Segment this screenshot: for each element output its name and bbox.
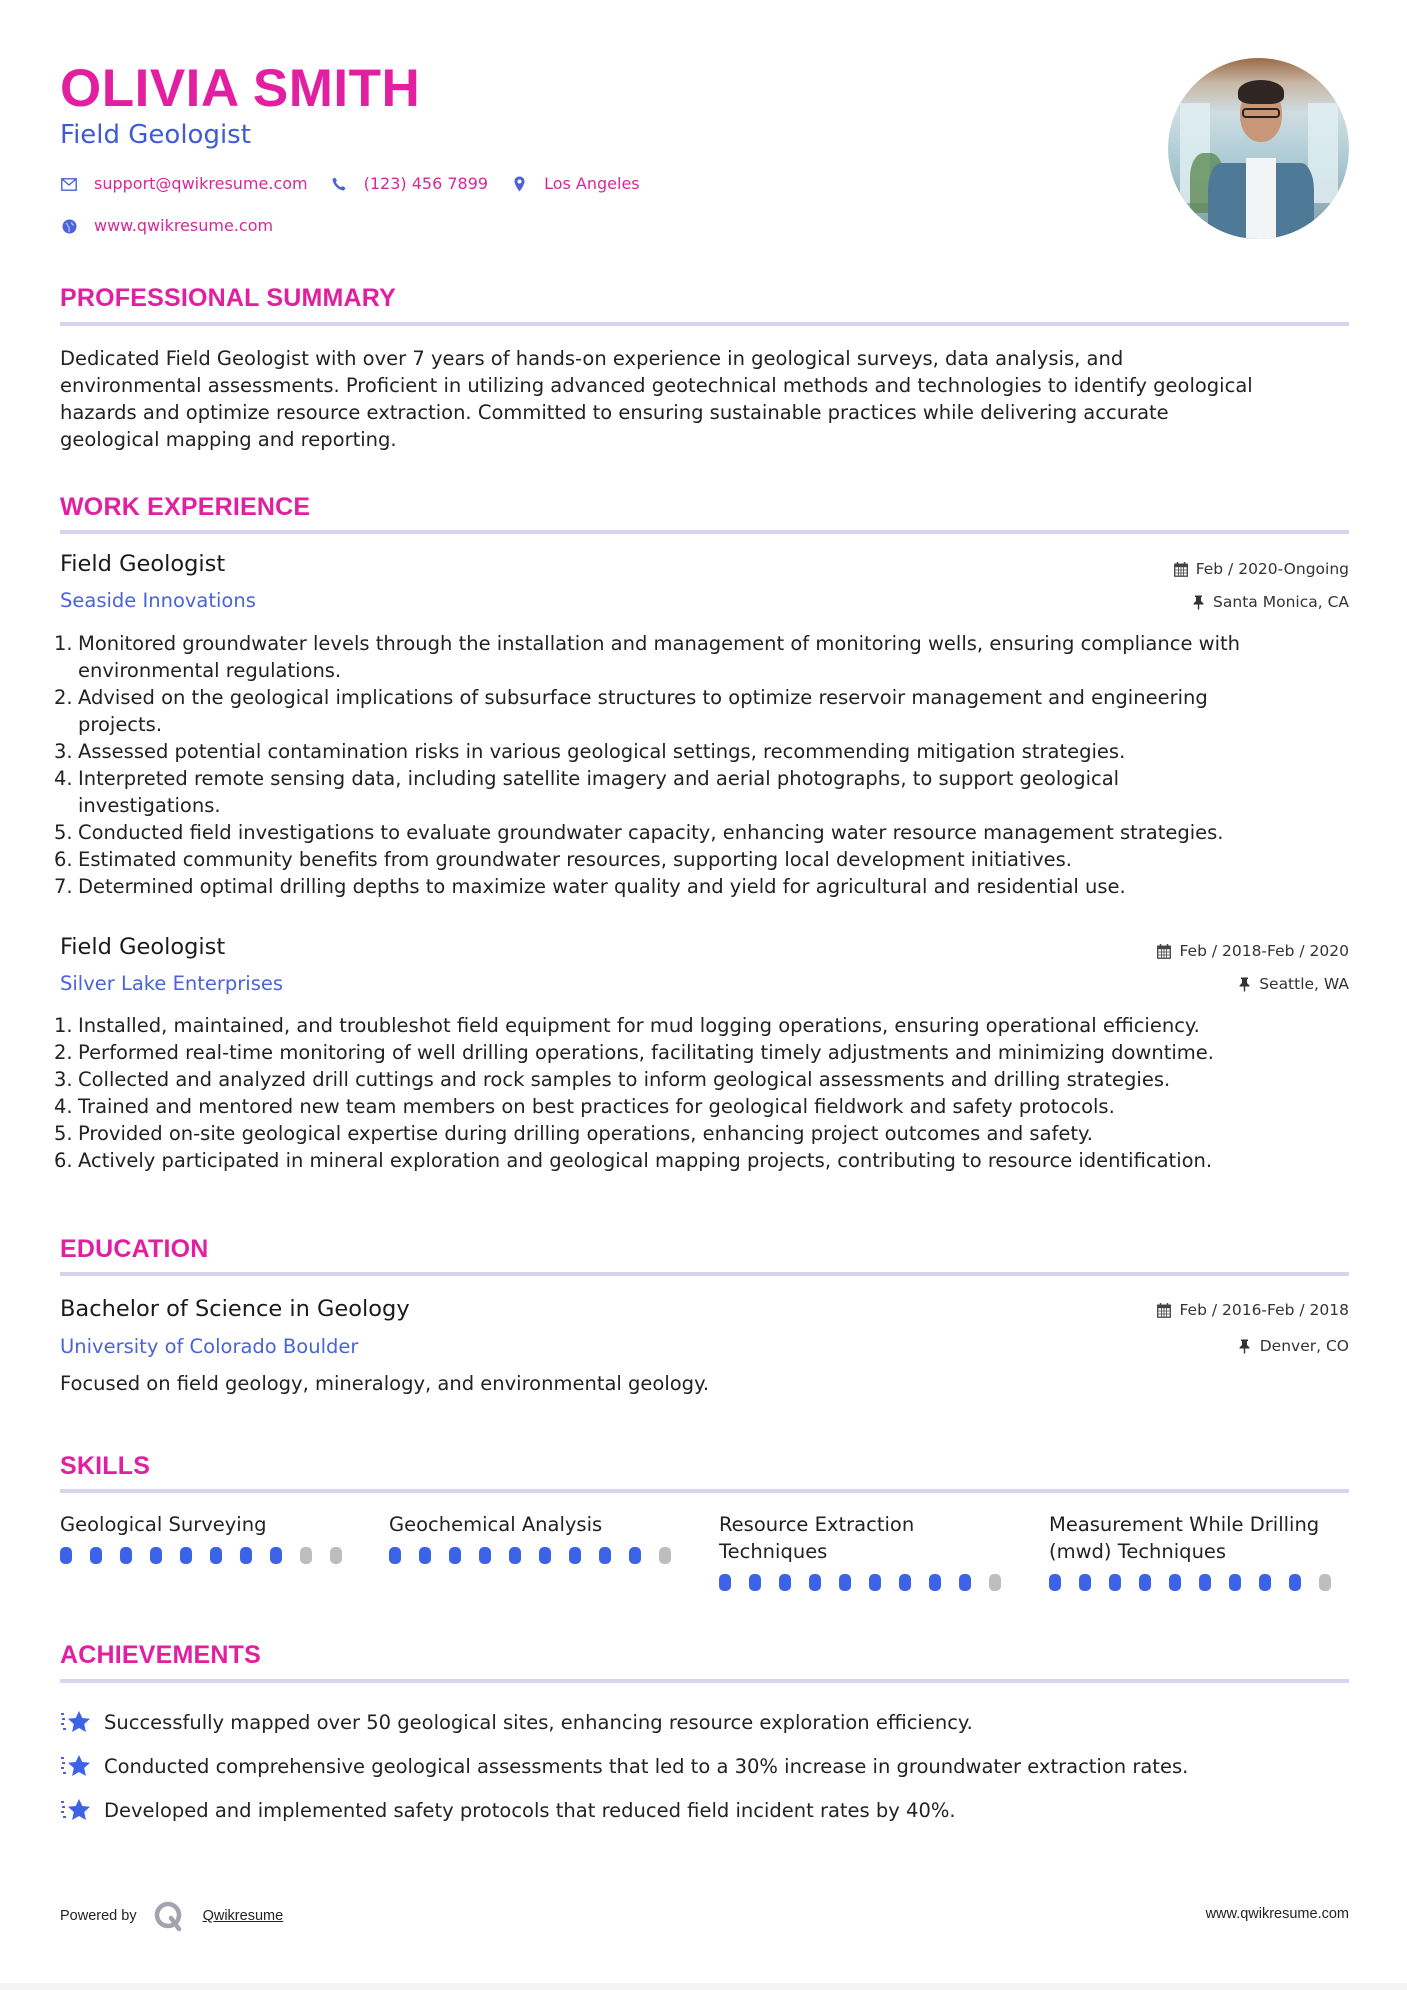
education-dates-text: Feb / 2016-Feb / 2018 [1179, 1301, 1349, 1319]
job-company: Silver Lake Enterprises [60, 972, 284, 995]
rating-dot-filled [150, 1547, 162, 1564]
rating-dot-filled [389, 1547, 401, 1564]
education-location-text: Denver, CO [1259, 1337, 1349, 1355]
job-company: Seaside Innovations [60, 589, 256, 612]
star-icon [60, 1796, 94, 1824]
rating-dot-empty [659, 1547, 671, 1564]
section-divider [60, 322, 1349, 326]
rating-dot-empty [989, 1574, 1001, 1591]
rating-dot-filled [749, 1574, 761, 1591]
rating-dot-filled [270, 1547, 282, 1564]
section-heading-summary: PROFESSIONAL SUMMARY [60, 284, 396, 312]
skill-label: (mwd) Techniques [1049, 1540, 1227, 1563]
map-pin-icon [510, 175, 528, 193]
rating-dot-filled [809, 1574, 821, 1591]
star-icon [60, 1752, 94, 1780]
job-bullet-list [54, 1012, 1349, 1174]
pushpin-icon [1238, 1338, 1252, 1354]
contact-location [510, 173, 640, 195]
rating-dot-filled [449, 1547, 461, 1564]
calendar-icon [1157, 943, 1171, 959]
list-item: 4. Interpreted remote sensing data, including satellite imagery and aerial photographs, to support geological investigations. [54, 767, 1120, 817]
job-location [1191, 592, 1349, 612]
contact-phone[interactable] [330, 173, 488, 195]
section-heading-education: EDUCATION [60, 1235, 209, 1263]
summary-line: Dedicated Field Geologist with over 7 years of hands-on experience in geological surveys, data analysis, and [60, 347, 1124, 370]
calendar-icon [1174, 561, 1188, 577]
calendar-icon [1157, 1302, 1171, 1318]
rating-dot-filled [419, 1547, 431, 1564]
rating-dot-filled [779, 1574, 791, 1591]
rating-dot-filled [899, 1574, 911, 1591]
list-item: 3. Collected and analyzed drill cuttings and rock samples to inform geological assessments and drilling strategies. [54, 1068, 1171, 1091]
section-heading-experience: WORK EXPERIENCE [60, 493, 311, 521]
job-location-text: Santa Monica, CA [1213, 593, 1349, 611]
rating-dot-filled [1109, 1574, 1121, 1591]
rating-dot-filled [509, 1547, 521, 1564]
job-dates [1157, 941, 1349, 961]
rating-dot-empty [300, 1547, 312, 1564]
list-item: 6. Estimated community benefits from groundwater resources, supporting local development initiatives. [54, 848, 1072, 871]
rating-dot-filled [599, 1547, 611, 1564]
rating-dot-filled [839, 1574, 851, 1591]
list-item: 2. Performed real-time monitoring of well drilling operations, facilitating timely adjustments and minimizing downtime. [54, 1041, 1214, 1064]
list-item: 3. Assessed potential contamination risks in various geological settings, recommending mitigation strategies. [54, 740, 1126, 763]
section-heading-skills: SKILLS [60, 1452, 151, 1480]
degree-title: Bachelor of Science in Geology [60, 1296, 410, 1322]
education-location [1238, 1336, 1349, 1356]
skill-rating [719, 1574, 1019, 1591]
skill-label: Measurement While Drilling [1049, 1513, 1320, 1536]
contact-email[interactable] [60, 173, 308, 195]
rating-dot-filled [539, 1547, 551, 1564]
job-dates [1174, 559, 1349, 579]
achievement-item [60, 1744, 1349, 1788]
candidate-name: OLIVIA SMITH [60, 59, 421, 118]
skill-rating [60, 1547, 360, 1564]
email-text[interactable]: support@qwikresume.com [94, 174, 308, 193]
section-divider [60, 530, 1349, 534]
rating-dot-filled [90, 1547, 102, 1564]
skill-item [60, 1511, 360, 1564]
list-item: 5. Provided on-site geological expertise during drilling operations, enhancing project outcomes and safety. [54, 1122, 1093, 1145]
rating-dot-filled [929, 1574, 941, 1591]
section-divider [60, 1489, 1349, 1493]
rating-dot-filled [959, 1574, 971, 1591]
rating-dot-filled [719, 1574, 731, 1591]
star-icon [60, 1708, 94, 1736]
rating-dot-empty [1319, 1574, 1331, 1591]
section-divider [60, 1679, 1349, 1683]
candidate-title: Field Geologist [60, 120, 251, 150]
page-bottom-edge [0, 1983, 1407, 1990]
rating-dot-filled [60, 1547, 72, 1564]
job-bullet-list [54, 630, 1349, 900]
achievement-item [60, 1700, 1349, 1744]
location-text: Los Angeles [544, 174, 640, 193]
job-dates-text: Feb / 2018-Feb / 2020 [1179, 942, 1349, 960]
job-location-text: Seattle, WA [1259, 975, 1349, 993]
achievement-text: Successfully mapped over 50 geological sites, enhancing resource exploration efficiency. [104, 1710, 973, 1734]
profile-photo [1168, 58, 1349, 239]
list-item: 2. Advised on the geological implications of subsurface structures to optimize reservoir management and engineering projects. [54, 686, 1208, 736]
skill-item [1049, 1511, 1349, 1591]
rating-dot-filled [120, 1547, 132, 1564]
summary-text [60, 345, 1349, 453]
footer-powered-by [60, 1900, 283, 1932]
rating-dot-filled [1259, 1574, 1271, 1591]
section-divider [60, 1272, 1349, 1276]
achievements-list [60, 1700, 1349, 1832]
resume-page [54, 0, 1349, 1990]
rating-dot-filled [210, 1547, 222, 1564]
rating-dot-filled [240, 1547, 252, 1564]
achievement-item [60, 1788, 1349, 1832]
rating-dot-filled [629, 1547, 641, 1564]
rating-dot-filled [1199, 1574, 1211, 1591]
qwikresume-link[interactable]: Qwikresume [202, 1908, 284, 1924]
rating-dot-empty [330, 1547, 342, 1564]
list-item: 4. Trained and mentored new team members on best practices for geological fieldwork and safety protocols. [54, 1095, 1115, 1118]
pushpin-icon [1191, 594, 1205, 610]
summary-line: geological mapping and reporting. [60, 428, 397, 451]
rating-dot-filled [1229, 1574, 1241, 1591]
list-item: 5. Conducted field investigations to evaluate groundwater capacity, enhancing water resource management strategies. [54, 821, 1224, 844]
contact-website[interactable] [60, 215, 273, 237]
job-location [1237, 974, 1349, 994]
rating-dot-filled [1289, 1574, 1301, 1591]
achievement-text: Conducted comprehensive geological assessments that led to a 30% increase in groundwater extraction rates. [104, 1754, 1189, 1778]
list-item: 7. Determined optimal drilling depths to maximize water quality and yield for agricultural and residential use. [54, 875, 1126, 898]
skill-label: Geological Surveying [60, 1513, 267, 1536]
list-item: 6. Actively participated in mineral exploration and geological mapping projects, contributing to resource identification. [54, 1149, 1213, 1172]
skill-rating [1049, 1574, 1349, 1591]
summary-line: environmental assessments. Proficient in utilizing advanced geotechnical methods and technologies to identify geological [60, 374, 1253, 397]
skill-item [719, 1511, 1019, 1591]
education-dates [1157, 1300, 1349, 1320]
summary-line: hazards and optimize resource extraction. Committed to ensuring sustainable practices while delivering accurate [60, 401, 1169, 424]
rating-dot-filled [180, 1547, 192, 1564]
globe-icon [60, 217, 78, 235]
job-dates-text: Feb / 2020-Ongoing [1195, 560, 1349, 578]
job-title: Field Geologist [60, 551, 226, 577]
section-heading-achievements: ACHIEVEMENTS [60, 1641, 262, 1669]
rating-dot-filled [1079, 1574, 1091, 1591]
rating-dot-filled [1139, 1574, 1151, 1591]
rating-dot-filled [569, 1547, 581, 1564]
skill-label: Techniques [719, 1540, 828, 1563]
envelope-icon [60, 175, 78, 193]
phone-text[interactable]: (123) 456 7899 [363, 174, 489, 193]
school-name: University of Colorado Boulder [60, 1335, 359, 1358]
pushpin-icon [1237, 976, 1251, 992]
rating-dot-filled [869, 1574, 881, 1591]
rating-dot-filled [1049, 1574, 1061, 1591]
list-item: 1. Installed, maintained, and troubleshot field equipment for mud logging operations, ensuring operational efficiency. [54, 1014, 1200, 1037]
phone-icon [330, 175, 348, 193]
contact-row [60, 173, 662, 195]
qwikresume-logo-icon [153, 1900, 185, 1932]
rating-dot-filled [479, 1547, 491, 1564]
rating-dot-filled [1169, 1574, 1181, 1591]
powered-by-label: Powered by [60, 1908, 137, 1924]
skill-label: Geochemical Analysis [389, 1513, 603, 1536]
footer-website[interactable]: www.qwikresume.com [1205, 1906, 1349, 1922]
education-description: Focused on field geology, mineralogy, and environmental geology. [60, 1372, 710, 1395]
skill-rating [389, 1547, 689, 1564]
achievement-text: Developed and implemented safety protocols that reduced field incident rates by 40%. [104, 1798, 956, 1822]
website-text[interactable]: www.qwikresume.com [94, 216, 274, 235]
skill-label: Resource Extraction [719, 1513, 915, 1536]
list-item: 1. Monitored groundwater levels through the installation and management of monitoring wells, ensuring compliance with environmental regulations. [54, 632, 1241, 682]
job-title: Field Geologist [60, 934, 226, 960]
contact-row-2 [60, 215, 295, 237]
skill-item [389, 1511, 689, 1564]
